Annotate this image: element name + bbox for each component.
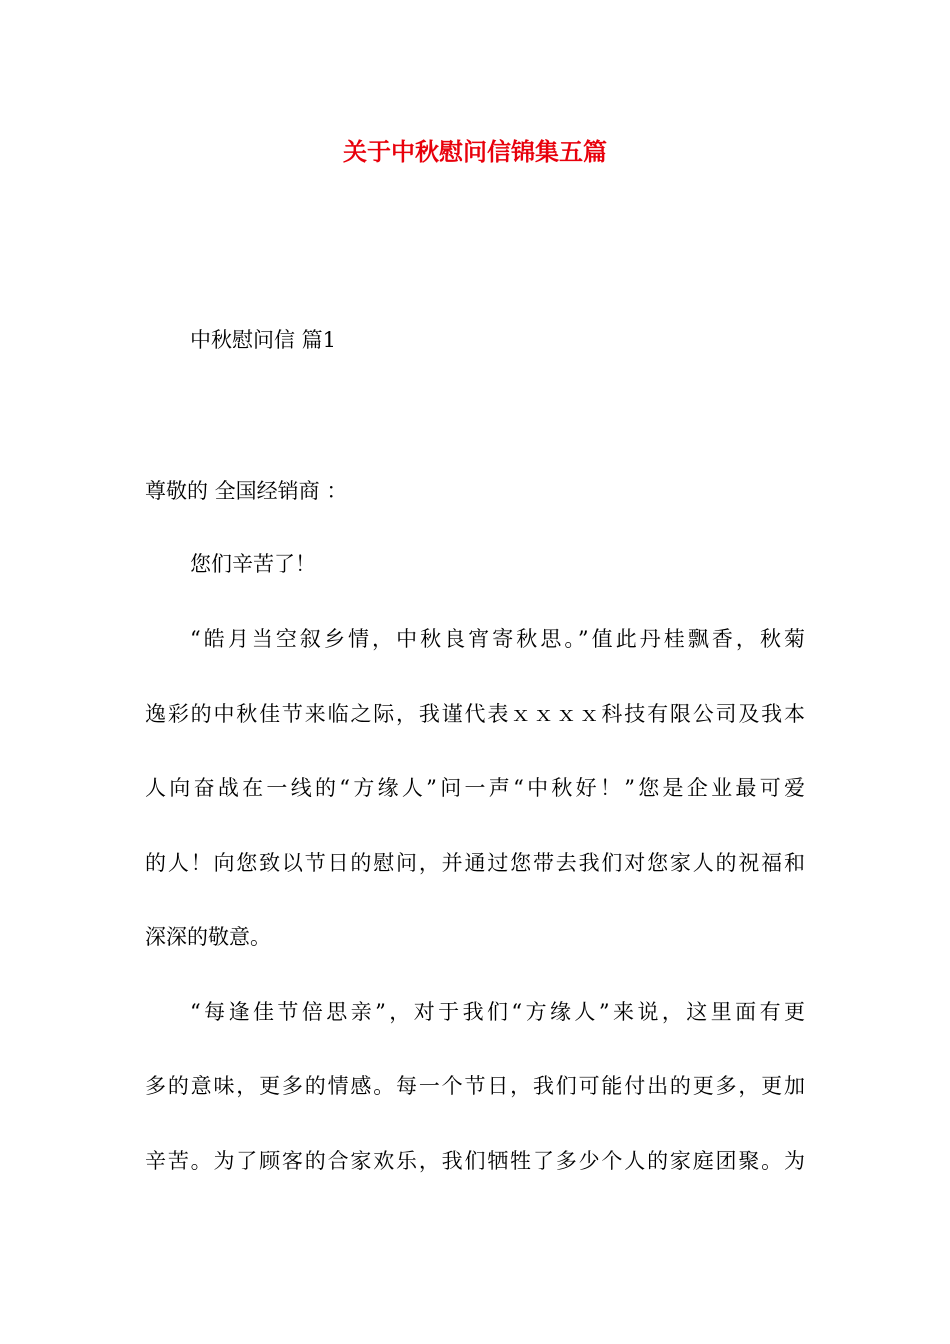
paragraph1-line: 逸彩的中秋佳节来临之际，我谨代表ｘｘｘｘ科技有限公司及我本	[145, 702, 805, 726]
paragraph1-line: 的人！向您致以节日的慰问，并通过您带去我们对您家人的祝福和	[145, 851, 805, 875]
paragraph1-line: 人向奋战在一线的“方缘人”问一声“中秋好！”您是企业最可爱	[145, 776, 805, 800]
paragraph2-line: 多的意味，更多的情感。每一个节日，我们可能付出的更多，更加	[145, 1074, 805, 1098]
greeting: 您们辛苦了！	[190, 552, 316, 576]
paragraph2-line: 辛苦。为了顾客的合家欢乐，我们牺牲了多少个人的家庭团聚。为	[145, 1149, 805, 1173]
paragraph1-line: 深深的敬意。	[145, 925, 271, 949]
paragraph2-line: “每逢佳节倍思亲”，对于我们“方缘人”来说，这里面有更	[190, 1000, 805, 1024]
paragraph1-line: “皓月当空叙乡情，中秋良宵寄秋思。”值此丹桂飘香，秋菊	[190, 627, 805, 651]
salutation: 尊敬的 全国经销商 ：	[145, 479, 348, 503]
document-title: 关于中秋慰问信锦集五篇	[343, 138, 607, 166]
section-heading: 中秋慰问信 篇1	[190, 328, 337, 352]
